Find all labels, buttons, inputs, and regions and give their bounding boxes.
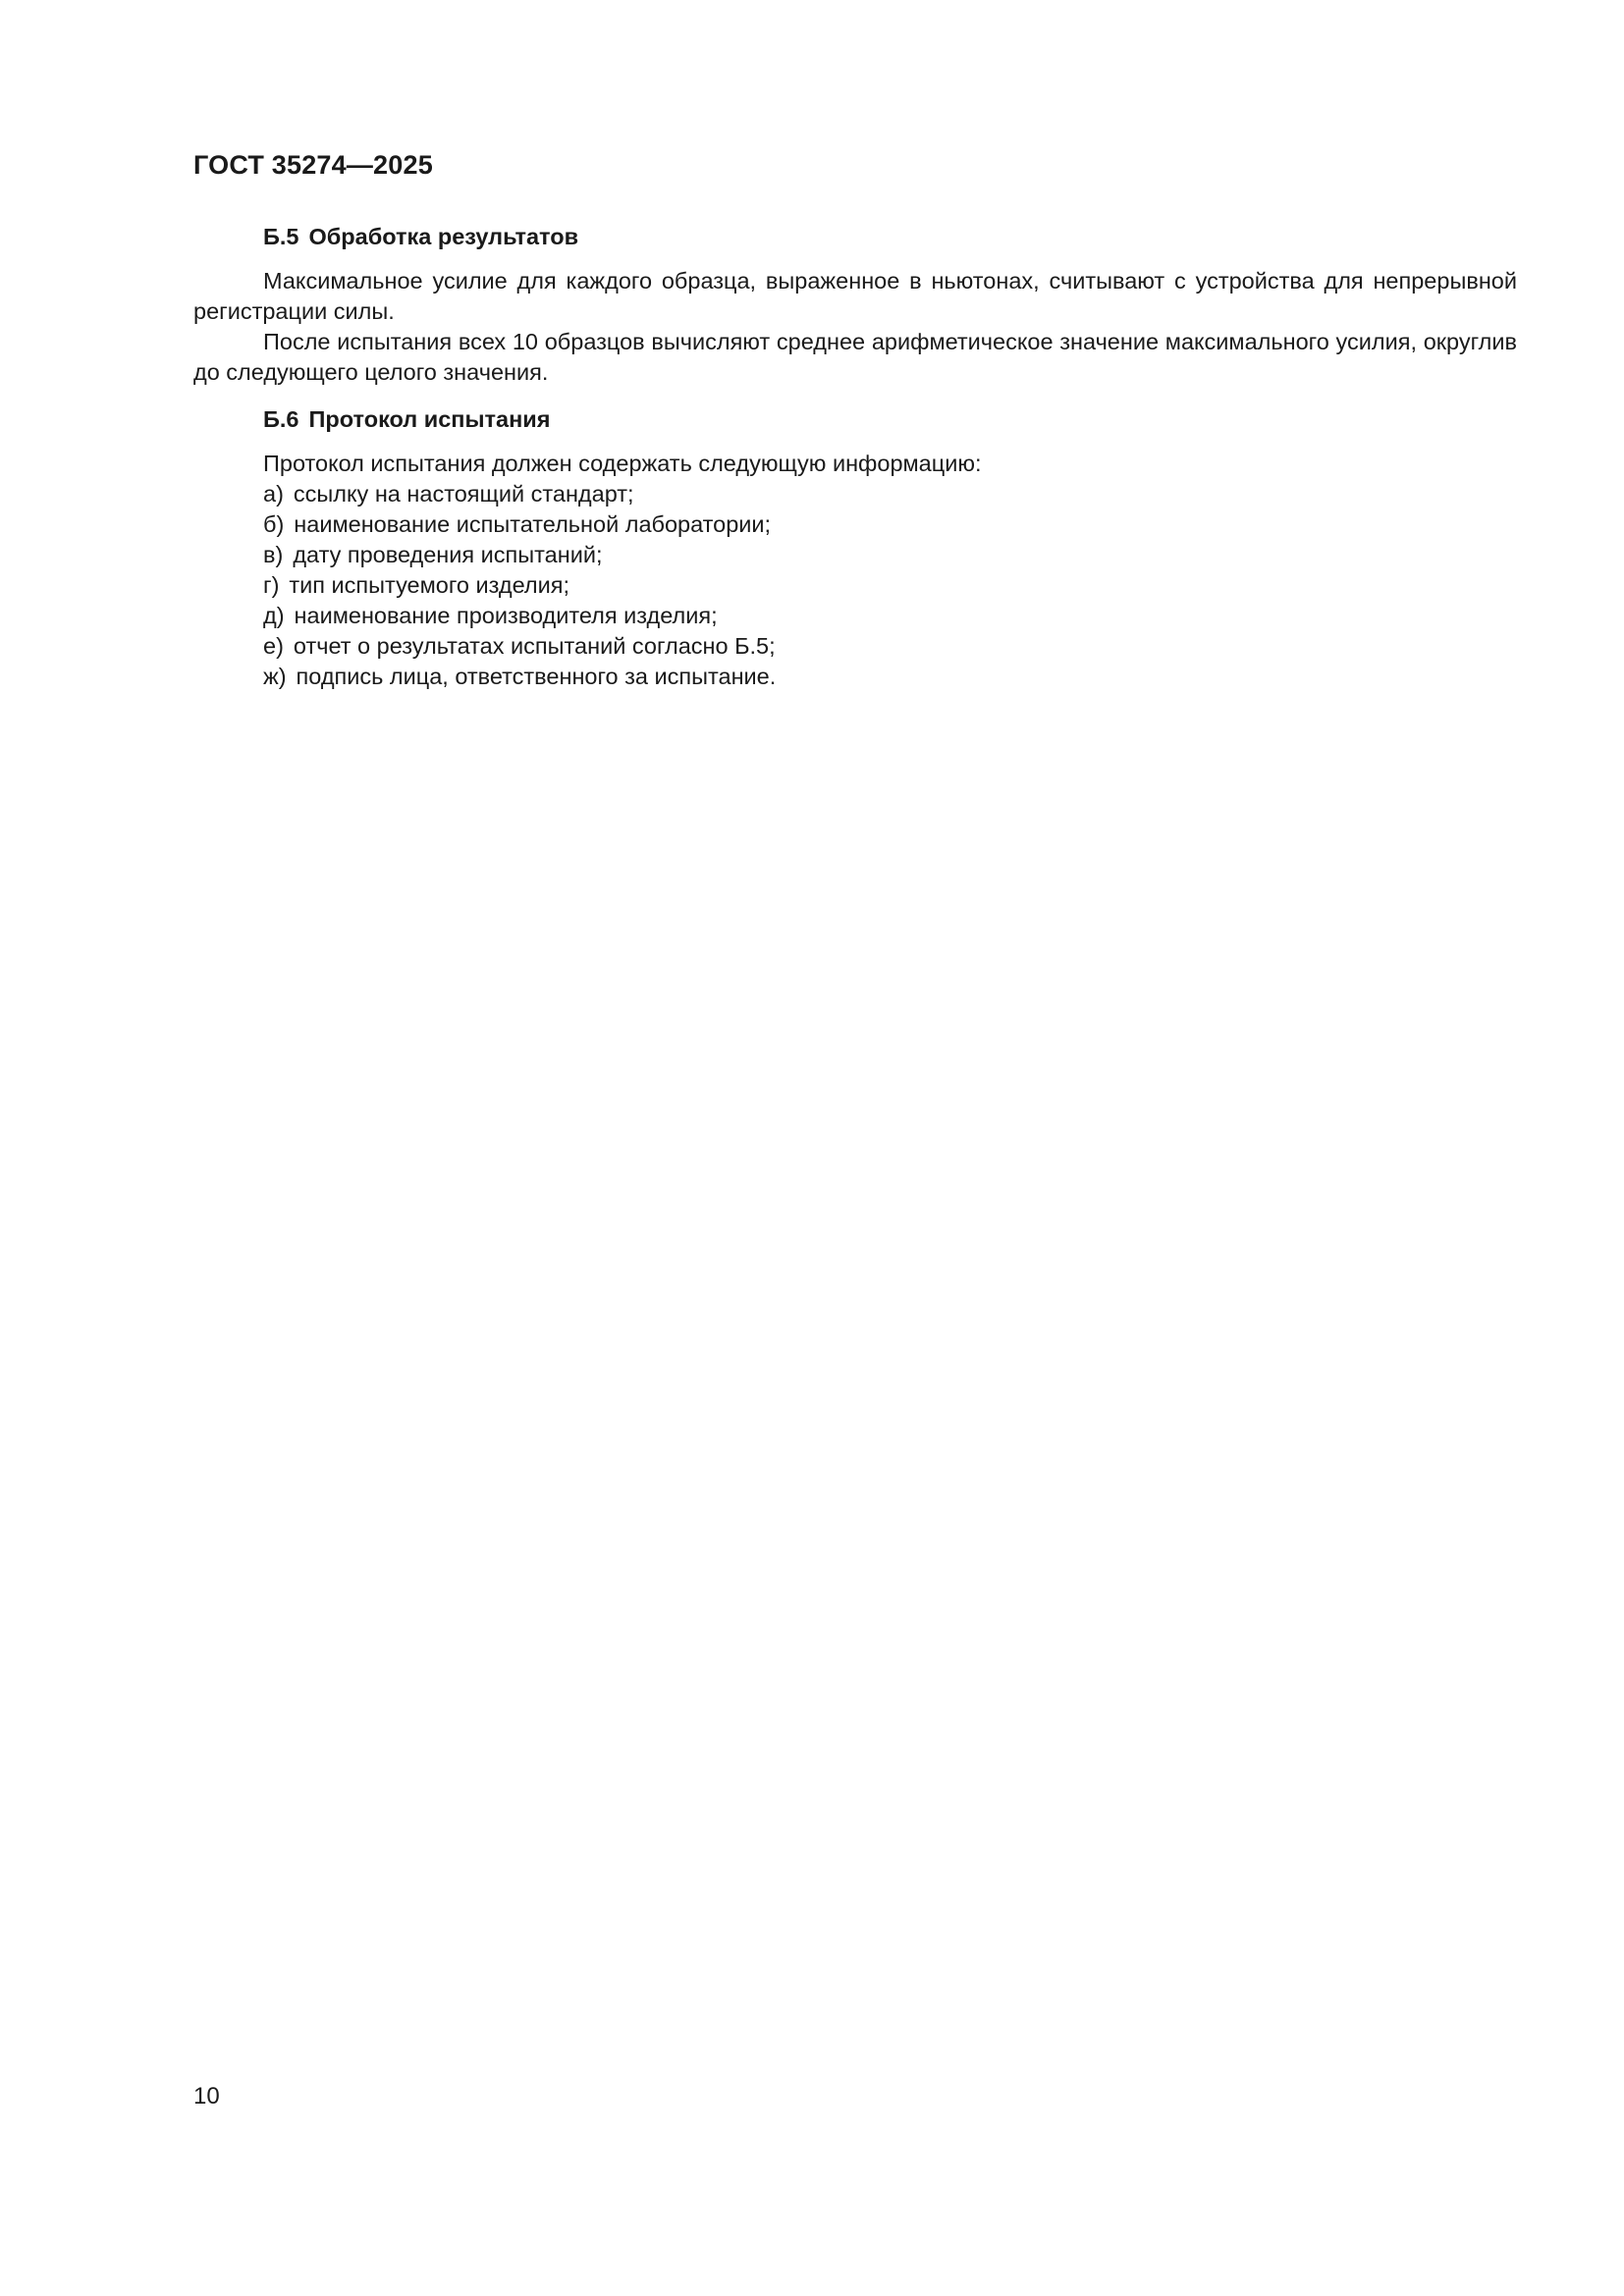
list-item-text: наименование производителя изделия; [294, 603, 718, 628]
protocol-items-list [193, 479, 1517, 692]
list-marker: в) [263, 542, 284, 567]
section-title: Протокол испытания [308, 406, 551, 432]
section-number: Б.5 [263, 224, 299, 249]
page-number: 10 [193, 2083, 220, 2109]
section-number: Б.6 [263, 406, 299, 432]
section-title: Обработка результатов [308, 224, 579, 249]
section-heading-b5 [193, 222, 1517, 252]
list-item-text: наименование испытательной лаборатории; [294, 511, 772, 537]
list-item-text: ссылку на настоящий стандарт; [293, 481, 634, 507]
section-heading-b6 [193, 404, 1517, 435]
list-item [263, 570, 1517, 601]
list-marker: г) [263, 572, 280, 598]
list-item-text: подпись лица, ответственного за испытание. [296, 664, 777, 689]
list-item-text: дату проведения испытаний; [293, 542, 603, 567]
list-item-text: отчет о результатах испытаний согласно Б.5; [293, 633, 776, 659]
list-item [263, 479, 1517, 509]
document-header: ГОСТ 35274—2025 [193, 150, 433, 180]
list-intro: Протокол испытания должен содержать следующую информацию: [263, 451, 982, 476]
list-marker: б) [263, 511, 285, 537]
list-item [263, 601, 1517, 631]
paragraph: Максимальное усилие для каждого образца, выраженное в ньютонах, считывают с устройства для непрерывной регистрации силы. [193, 268, 1517, 324]
list-item [263, 540, 1517, 570]
list-item [263, 509, 1517, 540]
paragraph: После испытания всех 10 образцов вычисляют среднее арифметическое значение максимального усилия, округлив до следующего целого значения. [193, 329, 1517, 385]
document-body [193, 222, 1517, 692]
list-marker: а) [263, 481, 284, 507]
list-item [263, 631, 1517, 662]
list-marker: е) [263, 633, 284, 659]
list-marker: д) [263, 603, 285, 628]
list-item [263, 662, 1517, 692]
list-marker: ж) [263, 664, 287, 689]
list-item-text: тип испытуемого изделия; [289, 572, 569, 598]
